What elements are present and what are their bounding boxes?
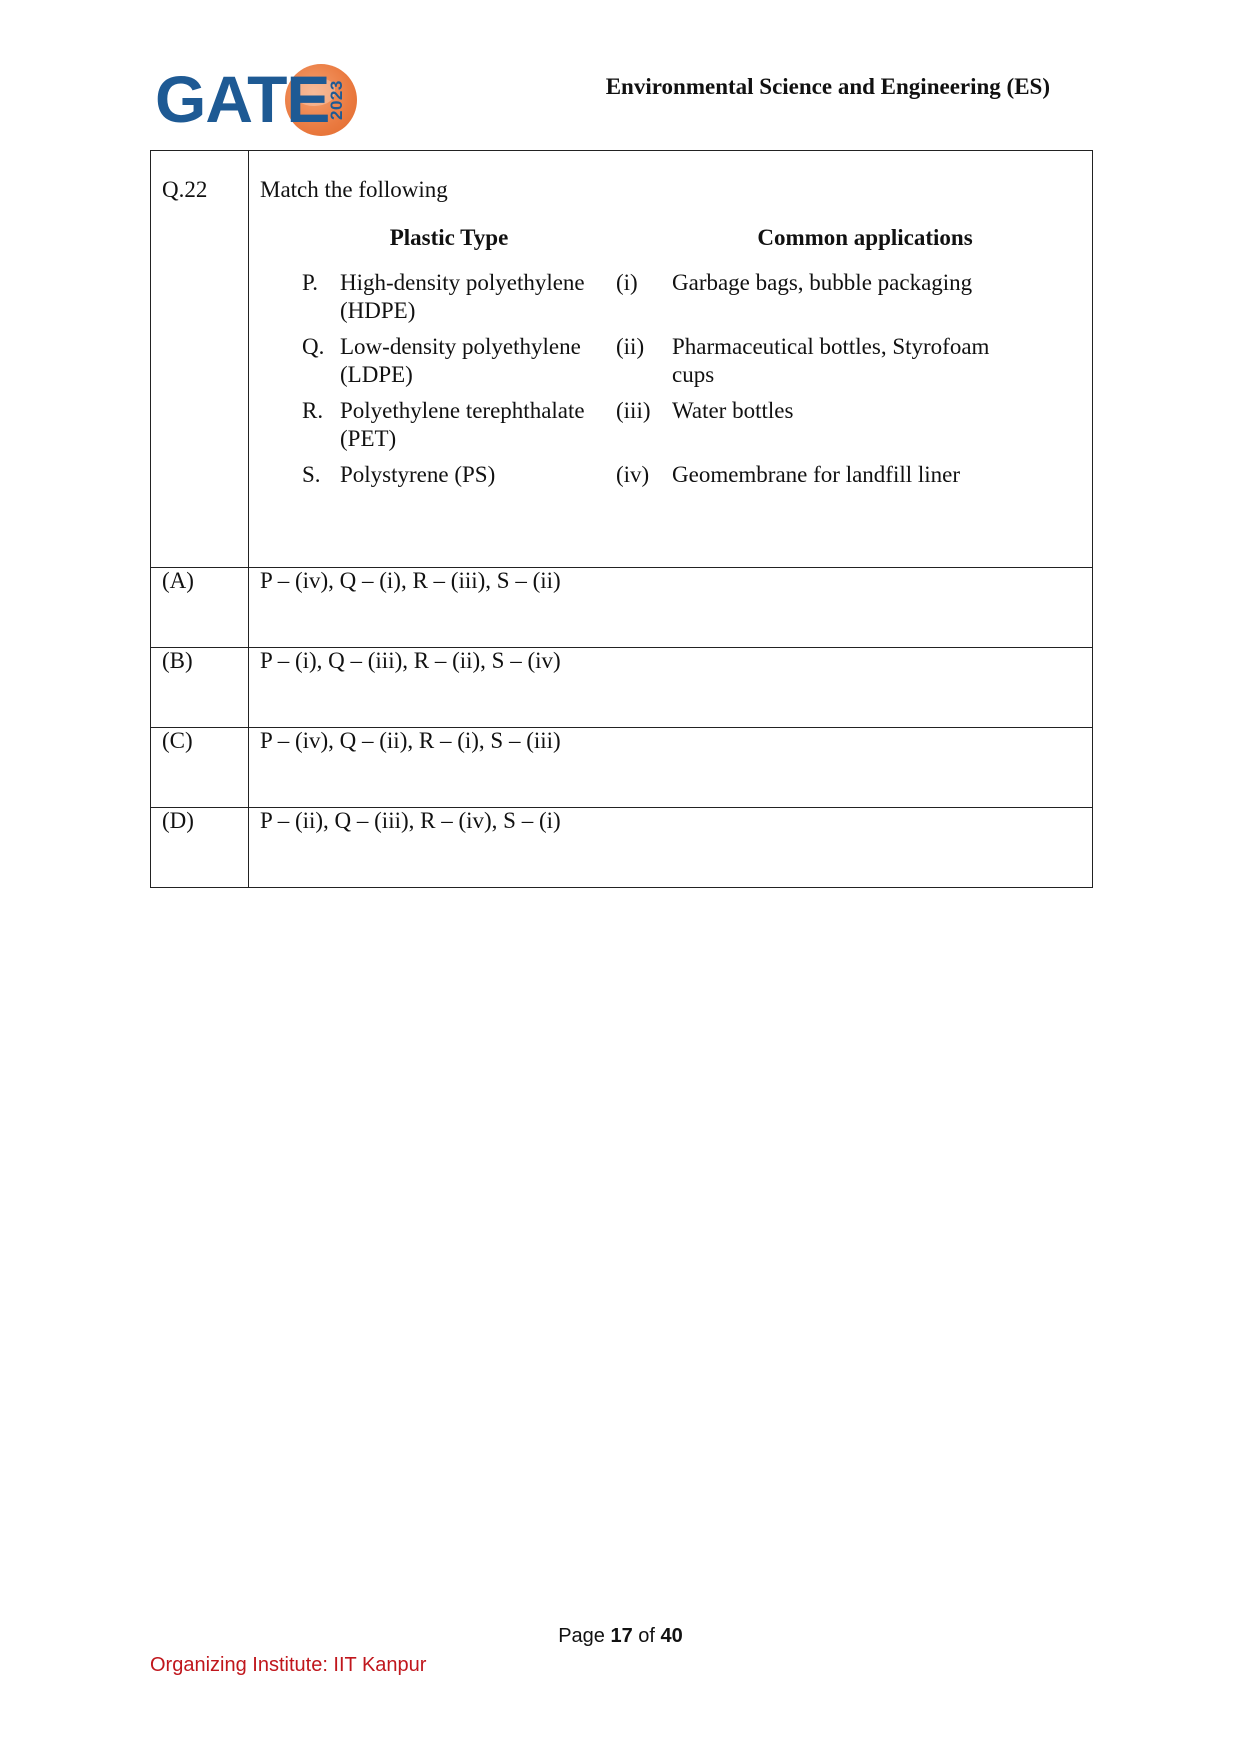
option-d-row[interactable] (151, 808, 1093, 888)
option-label: (D) (151, 808, 249, 888)
paper-title: Environmental Science and Engineering (ES) (605, 74, 1050, 99)
right-heading: Common applications (757, 225, 973, 250)
option-text: P – (iv), Q – (ii), R – (i), S – (iii) (249, 728, 1093, 808)
option-text: P – (iv), Q – (i), R – (iii), S – (ii) (249, 568, 1093, 648)
match-headings (260, 225, 1092, 251)
gate-logo (155, 60, 365, 140)
match-row (260, 269, 1092, 325)
right-key: (i) (616, 270, 638, 295)
question-table (150, 150, 1093, 888)
left-text: Polyethylene terephthalate (PET) (340, 398, 585, 451)
page-prefix: Page (558, 1625, 605, 1647)
option-a-row[interactable] (151, 568, 1093, 648)
right-text: Pharmaceutical bottles, Styrofoam cups (672, 334, 990, 387)
option-label: (A) (151, 568, 249, 648)
option-c-row[interactable] (151, 728, 1093, 808)
right-key: (ii) (616, 334, 645, 359)
left-key: P. (302, 270, 318, 295)
logo-year: 2023 (327, 80, 346, 120)
option-text: P – (ii), Q – (iii), R – (iv), S – (i) (249, 808, 1093, 888)
question-number: Q.22 (151, 151, 249, 568)
right-text: Water bottles (672, 398, 794, 423)
right-text: Garbage bags, bubble packaging (672, 270, 973, 295)
left-key: R. (302, 398, 324, 423)
right-text: Geomembrane for landfill liner (672, 462, 961, 487)
option-label: (C) (151, 728, 249, 808)
left-key: S. (302, 462, 321, 487)
left-text: Low-density polyethylene (LDPE) (340, 334, 581, 387)
match-row (260, 397, 1092, 453)
right-key: (iii) (616, 398, 651, 423)
page-current: 17 (610, 1625, 633, 1647)
left-text: High-density polyethylene (HDPE) (340, 270, 585, 323)
option-label: (B) (151, 648, 249, 728)
option-b-row[interactable] (151, 648, 1093, 728)
left-key: Q. (302, 334, 325, 359)
logo-text: GATE (155, 62, 330, 136)
match-row (260, 461, 1092, 489)
question-body (249, 151, 1093, 568)
page-number (0, 1625, 1241, 1648)
match-row (260, 333, 1092, 389)
organizing-institute: Organizing Institute: IIT Kanpur (150, 1654, 427, 1676)
page-total: 40 (660, 1625, 683, 1647)
left-text: Polystyrene (PS) (340, 462, 496, 487)
question-row (151, 151, 1093, 568)
option-text: P – (i), Q – (iii), R – (ii), S – (iv) (249, 648, 1093, 728)
page-of: of (638, 1625, 655, 1647)
right-key: (iv) (616, 462, 650, 487)
question-stem: Match the following (260, 177, 448, 202)
left-heading: Plastic Type (389, 225, 509, 250)
